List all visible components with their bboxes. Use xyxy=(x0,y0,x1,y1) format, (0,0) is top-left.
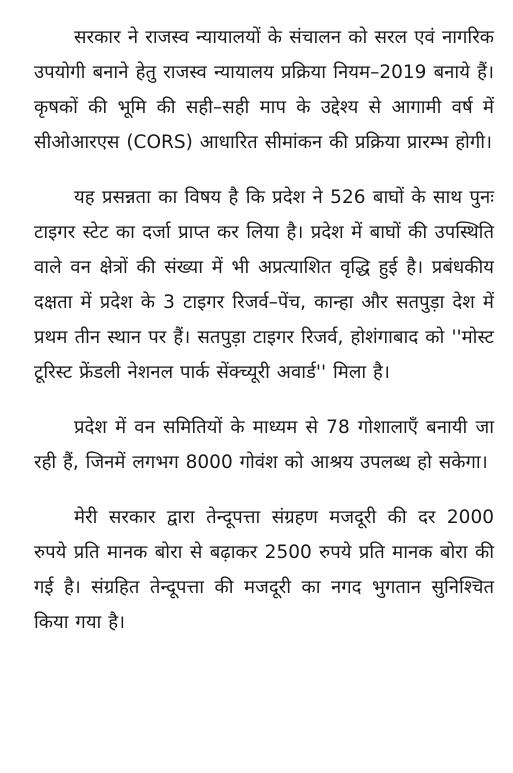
paragraph-gaushala: प्रदेश में वन समितियों के माध्यम से 78 गोशालाएँ बनायी जा रही हैं, जिनमें लगभग 8000 गोवंश को आश्रय उपलब्ध हो सकेगा। xyxy=(34,417,494,473)
document-page xyxy=(34,20,494,640)
paragraph-tendu-leaf-wages: मेरी सरकार द्वारा तेन्दूपत्ता संग्रहण मजदूरी की दर 2000 रुपये प्रति मानक बोरा से बढ़ाकर 2500 रुपये प्रति मानक बोरा की गई है। संग्रहित तेन्दूपत्ता की मजदूरी का नगद भुगतान सुनिश्चित किया गया है। xyxy=(34,507,494,633)
paragraph-revenue-courts: सरकार ने राजस्व न्यायालयों के संचालन को सरल एवं नागरिक उपयोगी बनाने हेतु राजस्व न्यायालय प्रक्रिया नियम–2019 बनाये हैं। कृषकों की भूमि की सही–सही माप के उद्देश्य से आगामी वर्ष में सीओआरएस (CORS) आधारित सीमांकन की प्रक्रिया प्रारम्भ होगी। xyxy=(34,27,494,153)
paragraph-tiger-state: यह प्रसन्नता का विषय है कि प्रदेश ने 526 बाघों के साथ पुनः टाइगर स्टेट का दर्जा प्राप्त कर लिया है। प्रदेश में बाघों की उपस्थिति वाले वन क्षेत्रों की संख्या में भी अप्रत्याशित वृद्धि हुई है। प्रबंधकीय दक्षता में प्रदेश के 3 टाइगर रिजर्व–पेंच, कान्हा और सतपुड़ा देश में प्रथम तीन स्थान पर हैं। सतपुड़ा टाइगर रिजर्व, होशंगाबाद को ''मोस्ट टूरिस्ट फ्रेंडली नेशनल पार्क सेंक्च्यूरी अवार्ड'' मिला है। xyxy=(34,187,494,383)
